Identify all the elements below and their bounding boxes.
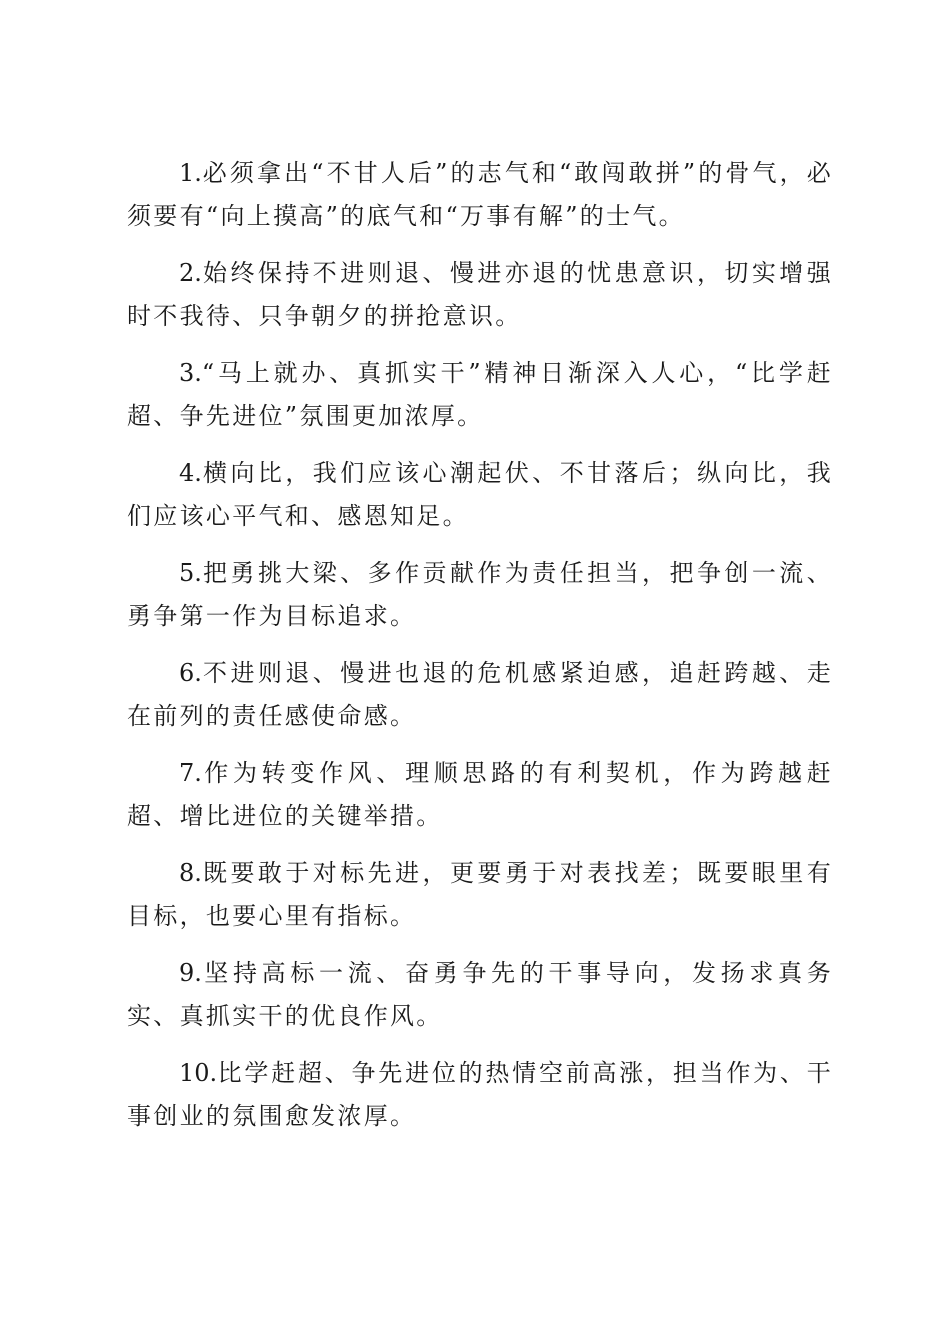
paragraph-text: 比学赶超、争先进位的热情空前高涨，担当作为、干事创业的氛围愈发浓厚。	[127, 1059, 833, 1130]
paragraph-6	[127, 652, 833, 738]
paragraph-number: 1.	[179, 159, 202, 187]
paragraph-number: 3.	[179, 359, 202, 387]
paragraph-number: 8.	[179, 859, 202, 887]
paragraph-text: 始终保持不进则退、慢进亦退的忧患意识，切实增强时不我待、只争朝夕的拼抢意识。	[127, 259, 833, 330]
paragraph-9	[127, 952, 833, 1038]
paragraph-8	[127, 852, 833, 938]
paragraph-text: 作为转变作风、理顺思路的有利契机，作为跨越赶超、增比进位的关键举措。	[127, 759, 833, 830]
paragraph-7	[127, 752, 833, 838]
paragraph-number: 4.	[179, 459, 202, 487]
paragraph-text: 既要敢于对标先进，更要勇于对表找差；既要眼里有目标，也要心里有指标。	[127, 859, 833, 930]
paragraph-text: 坚持高标一流、奋勇争先的干事导向，发扬求真务实、真抓实干的优良作风。	[127, 959, 833, 1030]
paragraph-number: 10.	[179, 1059, 218, 1087]
paragraph-text: “马上就办、真抓实干”精神日渐深入人心，“比学赶超、争先进位”氛围更加浓厚。	[127, 359, 833, 430]
paragraph-number: 6.	[179, 659, 202, 687]
document-body	[127, 152, 833, 1152]
paragraph-4	[127, 452, 833, 538]
paragraph-number: 7.	[179, 759, 202, 787]
paragraph-text: 把勇挑大梁、多作贡献作为责任担当，把争创一流、勇争第一作为目标追求。	[127, 559, 833, 630]
paragraph-text: 必须拿出“不甘人后”的志气和“敢闯敢拼”的骨气，必须要有“向上摸高”的底气和“万事有解”的士气。	[127, 159, 833, 230]
paragraph-text: 横向比，我们应该心潮起伏、不甘落后；纵向比，我们应该心平气和、感恩知足。	[127, 459, 833, 530]
paragraph-1	[127, 152, 833, 238]
paragraph-text: 不进则退、慢进也退的危机感紧迫感，追赶跨越、走在前列的责任感使命感。	[127, 659, 833, 730]
paragraph-3	[127, 352, 833, 438]
paragraph-number: 2.	[179, 259, 202, 287]
paragraph-number: 9.	[179, 959, 202, 987]
paragraph-5	[127, 552, 833, 638]
paragraph-10	[127, 1052, 833, 1138]
paragraph-number: 5.	[179, 559, 202, 587]
paragraph-2	[127, 252, 833, 338]
